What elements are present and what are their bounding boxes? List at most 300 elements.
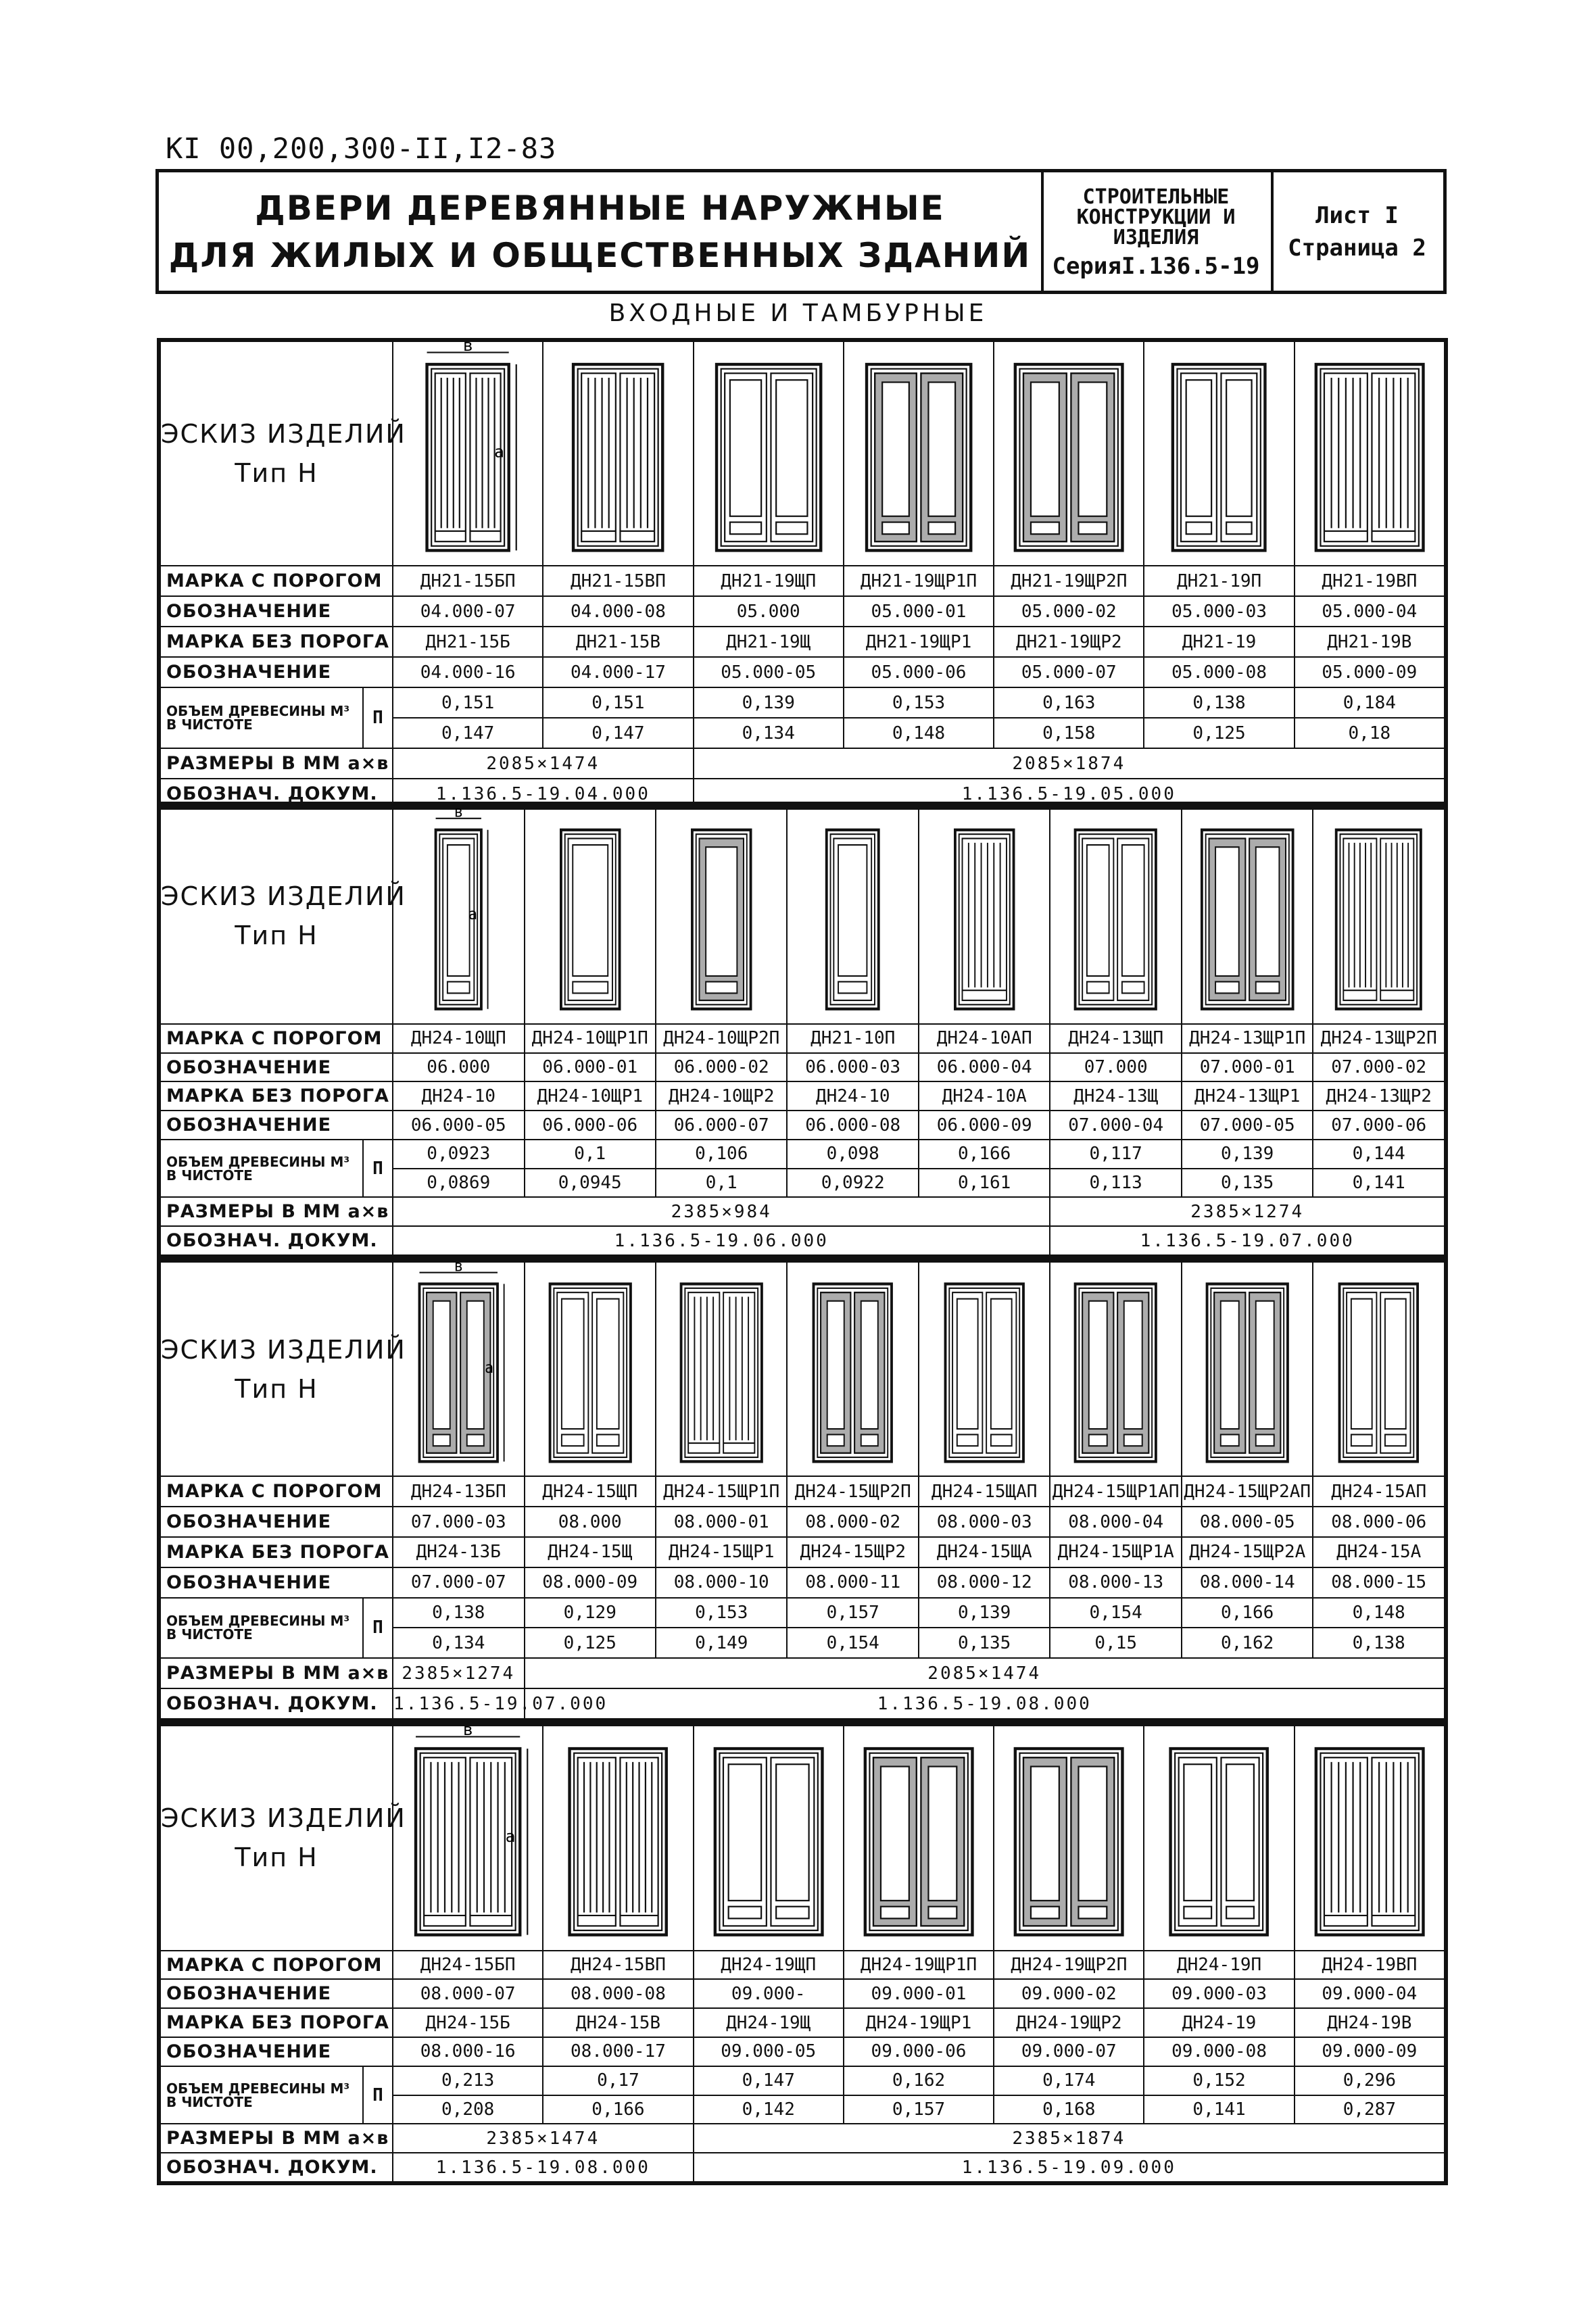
volume-cell-2: 0,158: [994, 718, 1144, 748]
designation-2-cell: 08.000-12: [919, 1567, 1050, 1598]
product-table: [160, 1720, 1445, 2183]
mark-threshold-cell: ДН24-10ЩР1П: [525, 1024, 656, 1053]
door-sketch-icon: [525, 808, 655, 1023]
door-sketch-icon: [788, 1263, 917, 1476]
mark-threshold-cell: ДН24-19П: [1144, 1951, 1294, 1980]
volume-cell: 0,166: [919, 1140, 1050, 1169]
dimension-a-label: а: [468, 905, 478, 924]
door-sketch-icon: [543, 1726, 692, 1950]
designation-2-cell: 06.000-07: [656, 1111, 787, 1140]
volume-cell: 0,138: [1144, 687, 1294, 718]
designation-2-cell: 09.000-07: [994, 2037, 1144, 2066]
sketch-label: [160, 1726, 406, 1951]
designation-2-cell: 04.000-16: [393, 657, 543, 687]
mark-threshold-label: МАРКА С ПОРОГОМ: [160, 1476, 393, 1507]
designation-label: ОБОЗНАЧЕНИЕ: [160, 1507, 393, 1537]
door-sketch-cell: [1050, 1262, 1181, 1476]
volume-cell-2: 0,147: [393, 718, 543, 748]
designation-cell: 07.000: [1050, 1053, 1181, 1082]
door-sketch-icon: [1144, 342, 1293, 565]
mark-threshold-cell: ДН24-13БП: [393, 1476, 524, 1507]
volume-cell-2: 0,147: [543, 718, 693, 748]
door-sketch-cell: [994, 1726, 1144, 1951]
designation-cell: 08.000-03: [919, 1507, 1050, 1537]
mark-no-threshold-cell: ДН21-19В: [1295, 627, 1445, 657]
sizes-label: РАЗМЕРЫ В ММ а×в: [160, 2124, 393, 2153]
product-block-1: [157, 338, 1448, 804]
door-sketch-cell: [1144, 341, 1294, 566]
doc-label: ОБОЗНАЧ. ДОКУМ.: [160, 779, 393, 809]
product-table: [160, 1257, 1445, 1720]
volume-cell: 0,147: [694, 2066, 844, 2095]
mark-threshold-cell: ДН21-15ВП: [543, 566, 693, 596]
volume-cell-2: 0,18: [1295, 718, 1445, 748]
product-block-2: [157, 804, 1448, 1259]
mark-threshold-cell: ДН21-19ЩР2П: [994, 566, 1144, 596]
mark-threshold-cell: ДН24-15БП: [393, 1951, 543, 1980]
door-sketch-icon: [1182, 808, 1312, 1023]
volume-cell: 0,144: [1313, 1140, 1445, 1169]
doc-value: 1.136.5-19.06.000: [393, 1226, 1050, 1255]
volume-cell: 0,151: [543, 687, 693, 718]
title-block: [155, 169, 1447, 294]
door-sketch-icon: [694, 1726, 843, 1950]
door-sketch-cell: [787, 1262, 918, 1476]
designation-cell: 04.000-08: [543, 596, 693, 627]
volume-cell-2: 0,148: [844, 718, 994, 748]
mark-no-threshold-cell: ДН24-15ЩР2А: [1182, 1537, 1313, 1567]
door-sketch-cell: [919, 808, 1050, 1024]
mark-threshold-cell: ДН24-19ЩР1П: [844, 1951, 994, 1980]
volume-cell: 0,1: [525, 1140, 656, 1169]
mark-threshold-cell: ДН24-19ВП: [1295, 1951, 1445, 1980]
designation-cell: 07.000-02: [1313, 1053, 1445, 1082]
mark-no-threshold-label: МАРКА БЕЗ ПОРОГА: [160, 2008, 393, 2037]
designation-cell: 09.000-01: [844, 1979, 994, 2008]
doc-value-2: 1.136.5-19.09.000: [694, 2153, 1445, 2182]
mark-threshold-cell: ДН24-19ЩР2П: [994, 1951, 1144, 1980]
doc-label: ОБОЗНАЧ. ДОКУМ.: [160, 2153, 393, 2182]
doc-value-2: 1.136.5-19.07.000: [1050, 1226, 1445, 1255]
designation-2-cell: 06.000-06: [525, 1111, 656, 1140]
size-value-2: 2385×1874: [694, 2124, 1445, 2153]
designation-cell: 04.000-07: [393, 596, 543, 627]
volume-cell-2: 0,138: [1313, 1628, 1445, 1658]
designation-2-cell: 09.000-05: [694, 2037, 844, 2066]
dimension-a-label: а: [485, 1359, 494, 1378]
doc-value: 1.136.5-19.07.000: [393, 1688, 524, 1719]
volume-cell: 0,117: [1050, 1140, 1181, 1169]
door-sketch-icon: [1313, 808, 1444, 1023]
mark-threshold-cell: ДН24-10ЩР2П: [656, 1024, 787, 1053]
title-line-2: ДЛЯ ЖИЛЫХ И ОБЩЕСТВЕННЫХ ЗДАНИЙ: [168, 235, 1032, 275]
door-sketch-cell: [1144, 1726, 1294, 1951]
mark-no-threshold-cell: ДН24-15А: [1313, 1537, 1445, 1567]
volume-cell-2: 0,208: [393, 2095, 543, 2124]
dimension-b-label: в: [454, 802, 463, 821]
designation-2-cell: 07.000-07: [393, 1567, 524, 1598]
door-sketch-icon: [919, 808, 1049, 1023]
sketch-label-line-2: Тип Н: [235, 458, 318, 489]
volume-cell: 0,296: [1295, 2066, 1445, 2095]
door-sketch-cell: [656, 808, 787, 1024]
mark-threshold-cell: ДН24-10АП: [919, 1024, 1050, 1053]
mark-no-threshold-cell: ДН24-19ЩР1: [844, 2008, 994, 2037]
door-sketch-cell: [1313, 808, 1445, 1024]
mark-no-threshold-cell: ДН21-15В: [543, 627, 693, 657]
designation-cell: 05.000-03: [1144, 596, 1294, 627]
designation-2-cell: 05.000-09: [1295, 657, 1445, 687]
mark-no-threshold-cell: ДН24-19ЩР2: [994, 2008, 1144, 2037]
volume-cell-2: 0,142: [694, 2095, 844, 2124]
door-sketch-icon: [1050, 1263, 1180, 1476]
volume-cell: 0,162: [844, 2066, 994, 2095]
size-value: 2385×984: [393, 1197, 1050, 1226]
volume-cell-2: 0,162: [1182, 1628, 1313, 1658]
mark-threshold-cell: ДН24-15ВП: [543, 1951, 693, 1980]
volume-cell: 0,174: [994, 2066, 1144, 2095]
designation-cell: 06.000-02: [656, 1053, 787, 1082]
door-sketch-cell: [844, 341, 994, 566]
mark-no-threshold-cell: ДН24-19В: [1295, 2008, 1445, 2037]
door-sketch-cell: [393, 1720, 543, 1951]
mark-no-threshold-label: МАРКА БЕЗ ПОРОГА: [160, 1537, 393, 1567]
designation-cell: 06.000: [393, 1053, 524, 1082]
sketch-label: [160, 341, 406, 566]
door-sketch-cell: [1182, 1262, 1313, 1476]
door-sketch-icon: [1182, 1263, 1312, 1476]
mark-no-threshold-cell: ДН21-19ЩР1: [844, 627, 994, 657]
door-sketch-cell: [1050, 808, 1181, 1024]
designation-2-cell: 07.000-04: [1050, 1111, 1181, 1140]
size-value: 2085×1474: [393, 748, 694, 779]
door-sketch-cell: [787, 808, 918, 1024]
mark-threshold-cell: ДН24-19ЩП: [694, 1951, 844, 1980]
series-block: [1041, 172, 1274, 291]
door-sketch-cell: [1295, 1726, 1445, 1951]
door-sketch-icon: [393, 336, 542, 565]
designation-2-cell: 04.000-17: [543, 657, 693, 687]
sizes-label: РАЗМЕРЫ В ММ а×в: [160, 748, 393, 779]
designation-cell: 08.000-02: [787, 1507, 918, 1537]
volume-cell-2: 0,141: [1144, 2095, 1294, 2124]
designation-cell: 09.000-02: [994, 1979, 1144, 2008]
designation-2-cell: 08.000-09: [525, 1567, 656, 1598]
door-sketch-icon: [994, 342, 1143, 565]
mark-threshold-cell: ДН24-15ЩР1П: [656, 1476, 787, 1507]
series-code: СерияI.136.5-19: [1052, 252, 1260, 280]
doc-value: 1.136.5-19.08.000: [393, 2153, 694, 2182]
size-value-2: 2085×1874: [694, 748, 1445, 779]
sketch-label-line-1: ЭСКИЗ ИЗДЕЛИЙ: [161, 1803, 406, 1834]
volume-cell-2: 0,166: [543, 2095, 693, 2124]
mark-no-threshold-cell: ДН24-15ЩА: [919, 1537, 1050, 1567]
mark-no-threshold-cell: ДН24-10ЩР1: [525, 1081, 656, 1111]
designation-2-cell: 05.000-08: [1144, 657, 1294, 687]
volume-cell-2: 0,134: [393, 1628, 524, 1658]
volume-cell: 0,139: [694, 687, 844, 718]
designation-cell: 06.000-01: [525, 1053, 656, 1082]
doc-value-2: 1.136.5-19.08.000: [525, 1688, 1445, 1719]
volume-cell-2: 0,0869: [393, 1169, 524, 1198]
page-number: Страница 2: [1288, 234, 1426, 262]
mark-no-threshold-cell: ДН21-15Б: [393, 627, 543, 657]
door-sketch-icon: [393, 1720, 542, 1950]
size-value: 2385×1274: [393, 1658, 524, 1688]
designation-cell: 08.000-07: [393, 1979, 543, 2008]
designation-cell: 05.000: [694, 596, 844, 627]
doc-value: 1.136.5-19.04.000: [393, 779, 694, 809]
door-sketch-cell: [694, 341, 844, 566]
door-sketch-icon: [1313, 1263, 1444, 1476]
mark-threshold-cell: ДН24-13ЩР2П: [1313, 1024, 1445, 1053]
designation-cell: 06.000-03: [787, 1053, 918, 1082]
product-block-3: [157, 1259, 1448, 1722]
mark-no-threshold-cell: ДН24-13Б: [393, 1537, 524, 1567]
doc-label: ОБОЗНАЧ. ДОКУМ.: [160, 1688, 393, 1719]
volume-cell-2: 0,125: [525, 1628, 656, 1658]
door-sketch-cell: [393, 1257, 524, 1476]
door-sketch-icon: [788, 808, 917, 1023]
sizes-label: РАЗМЕРЫ В ММ а×в: [160, 1197, 393, 1226]
designation-2-cell: 08.000-10: [656, 1567, 787, 1598]
mark-no-threshold-cell: ДН24-10: [787, 1081, 918, 1111]
series-line-2: КОНСТРУКЦИИ И: [1076, 205, 1236, 229]
door-sketch-icon: [919, 1263, 1049, 1476]
designation-cell: 09.000-: [694, 1979, 844, 2008]
designation-cell: 05.000-01: [844, 596, 994, 627]
sketch-label-line-2: Тип Н: [235, 920, 318, 950]
dimension-a-label: а: [505, 1826, 516, 1846]
mark-threshold-cell: ДН24-15ЩП: [525, 1476, 656, 1507]
mark-no-threshold-cell: ДН21-19: [1144, 627, 1294, 657]
designation-2-cell: 07.000-06: [1313, 1111, 1445, 1140]
designation-2-cell: 07.000-05: [1182, 1111, 1313, 1140]
designation-label: ОБОЗНАЧЕНИЕ: [160, 1979, 393, 2008]
dimension-a-label: а: [494, 442, 505, 462]
dimension-b-label: в: [463, 1720, 473, 1740]
volume-cell-2: 0,168: [994, 2095, 1144, 2124]
document-code: КI 00,200,300-II,I2-83: [166, 132, 557, 165]
title-line-1: ДВЕРИ ДЕРЕВЯННЫЕ НАРУЖНЫЕ: [255, 188, 945, 228]
door-sketch-icon: [844, 342, 993, 565]
mark-no-threshold-cell: ДН24-19Щ: [694, 2008, 844, 2037]
door-sketch-cell: [1295, 341, 1445, 566]
sketch-label-line-1: ЭСКИЗ ИЗДЕЛИЙ: [161, 419, 406, 449]
mark-threshold-cell: ДН21-19П: [1144, 566, 1294, 596]
volume-cell-2: 0,125: [1144, 718, 1294, 748]
designation-2-cell: 05.000-05: [694, 657, 844, 687]
door-sketch-icon: [525, 1263, 655, 1476]
volume-cell: 0,129: [525, 1598, 656, 1628]
door-sketch-icon: [1295, 1726, 1444, 1950]
designation-2-cell: 06.000-09: [919, 1111, 1050, 1140]
mark-no-threshold-cell: ДН24-15В: [543, 2008, 693, 2037]
volume-label: ОБЪЕМ ДРЕВЕСИНЫ М³ В ЧИСТОТЕ: [160, 687, 363, 748]
volume-p-label: П: [363, 2066, 393, 2124]
mark-threshold-cell: ДН21-19ВП: [1295, 566, 1445, 596]
mark-no-threshold-cell: ДН24-15ЩР1: [656, 1537, 787, 1567]
series-line-3: ИЗДЕЛИЯ: [1113, 225, 1199, 249]
volume-cell-2: 0,161: [919, 1169, 1050, 1198]
volume-cell: 0,17: [543, 2066, 693, 2095]
designation-2-cell: 06.000-05: [393, 1111, 524, 1140]
mark-no-threshold-cell: ДН21-19ЩР2: [994, 627, 1144, 657]
product-table: [160, 802, 1445, 1256]
designation-cell: 05.000-04: [1295, 596, 1445, 627]
door-sketch-icon: [844, 1726, 993, 1950]
volume-cell: 0,213: [393, 2066, 543, 2095]
title-main: [159, 172, 1044, 291]
mark-no-threshold-cell: ДН24-13ЩР1: [1182, 1081, 1313, 1111]
door-sketch-cell: [994, 341, 1144, 566]
volume-cell-2: 0,15: [1050, 1628, 1181, 1658]
designation-2-cell: 08.000-14: [1182, 1567, 1313, 1598]
designation-cell: 06.000-04: [919, 1053, 1050, 1082]
door-sketch-cell: [525, 1262, 656, 1476]
mark-threshold-cell: ДН24-15ЩАП: [919, 1476, 1050, 1507]
mark-no-threshold-cell: ДН24-10ЩР2: [656, 1081, 787, 1111]
volume-cell-2: 0,141: [1313, 1169, 1445, 1198]
mark-no-threshold-cell: ДН24-13ЩР2: [1313, 1081, 1445, 1111]
volume-cell-2: 0,135: [1182, 1169, 1313, 1198]
door-sketch-icon: [1144, 1726, 1293, 1950]
sketch-label-line-2: Тип Н: [235, 1843, 318, 1873]
designation-2-cell: 08.000-11: [787, 1567, 918, 1598]
size-value-2: 2085×1474: [525, 1658, 1445, 1688]
door-sketch-cell: [656, 1262, 787, 1476]
designation-2-cell: 05.000-07: [994, 657, 1144, 687]
product-block-4: [157, 1722, 1448, 2185]
designation-label: ОБОЗНАЧЕНИЕ: [160, 596, 393, 627]
mark-threshold-label: МАРКА С ПОРОГОМ: [160, 1024, 393, 1053]
designation-cell: 07.000-01: [1182, 1053, 1313, 1082]
mark-threshold-cell: ДН24-15ЩР1АП: [1050, 1476, 1181, 1507]
door-sketch-icon: [543, 342, 692, 565]
designation-cell: 08.000-01: [656, 1507, 787, 1537]
sketch-label: [160, 1262, 406, 1476]
mark-threshold-cell: ДН21-10П: [787, 1024, 918, 1053]
volume-cell-2: 0,0945: [525, 1169, 656, 1198]
mark-no-threshold-cell: ДН24-10А: [919, 1081, 1050, 1111]
designation-2-cell: 08.000-17: [543, 2037, 693, 2066]
volume-cell-2: 0,1: [656, 1169, 787, 1198]
volume-label: ОБЪЕМ ДРЕВЕСИНЫ М³ В ЧИСТОТЕ: [160, 1598, 363, 1659]
mark-no-threshold-cell: ДН24-15Б: [393, 2008, 543, 2037]
door-sketch-icon: [994, 1726, 1143, 1950]
door-sketch-cell: [919, 1262, 1050, 1476]
mark-no-threshold-cell: ДН24-15Щ: [525, 1537, 656, 1567]
volume-cell: 0,153: [656, 1598, 787, 1628]
mark-threshold-cell: ДН21-15БП: [393, 566, 543, 596]
mark-threshold-cell: ДН24-15ЩР2АП: [1182, 1476, 1313, 1507]
mark-threshold-cell: ДН21-19ЩР1П: [844, 566, 994, 596]
volume-label: ОБЪЕМ ДРЕВЕСИНЫ М³ В ЧИСТОТЕ: [160, 2066, 363, 2124]
door-sketch-cell: [1182, 808, 1313, 1024]
mark-no-threshold-cell: ДН24-15ЩР2: [787, 1537, 918, 1567]
mark-threshold-cell: ДН24-15АП: [1313, 1476, 1445, 1507]
volume-cell-2: 0,135: [919, 1628, 1050, 1658]
volume-p-label: П: [363, 1598, 393, 1659]
volume-label: ОБЪЕМ ДРЕВЕСИНЫ М³ В ЧИСТОТЕ: [160, 1140, 363, 1198]
designation-cell: 08.000-08: [543, 1979, 693, 2008]
door-sketch-cell: [694, 1726, 844, 1951]
volume-p-label: П: [363, 1140, 393, 1198]
designation-2-label: ОБОЗНАЧЕНИЕ: [160, 1111, 393, 1140]
volume-cell-2: 0,149: [656, 1628, 787, 1658]
designation-cell: 08.000-04: [1050, 1507, 1181, 1537]
volume-cell: 0,166: [1182, 1598, 1313, 1628]
mark-no-threshold-cell: ДН21-19Щ: [694, 627, 844, 657]
volume-cell: 0,0923: [393, 1140, 524, 1169]
mark-threshold-cell: ДН24-13ЩП: [1050, 1024, 1181, 1053]
mark-threshold-cell: ДН24-15ЩР2П: [787, 1476, 918, 1507]
volume-cell: 0,153: [844, 687, 994, 718]
designation-2-cell: 08.000-13: [1050, 1567, 1181, 1598]
volume-cell-2: 0,154: [787, 1628, 918, 1658]
mark-no-threshold-cell: ДН24-15ЩР1А: [1050, 1537, 1181, 1567]
volume-cell-2: 0,287: [1295, 2095, 1445, 2124]
volume-cell: 0,106: [656, 1140, 787, 1169]
door-sketch-icon: [1295, 342, 1444, 565]
size-value-2: 2385×1274: [1050, 1197, 1445, 1226]
designation-cell: 08.000-06: [1313, 1507, 1445, 1537]
designation-2-cell: 09.000-09: [1295, 2037, 1445, 2066]
dimension-b-label: в: [454, 1257, 463, 1275]
mark-no-threshold-label: МАРКА БЕЗ ПОРОГА: [160, 1081, 393, 1111]
door-sketch-icon: [656, 808, 786, 1023]
mark-threshold-label: МАРКА С ПОРОГОМ: [160, 566, 393, 596]
volume-cell-2: 0,113: [1050, 1169, 1181, 1198]
size-value: 2385×1474: [393, 2124, 694, 2153]
designation-2-cell: 05.000-06: [844, 657, 994, 687]
designation-cell: 09.000-03: [1144, 1979, 1294, 2008]
volume-cell: 0,184: [1295, 687, 1445, 718]
sketch-label-line-2: Тип Н: [235, 1373, 318, 1404]
sketch-label: [160, 808, 406, 1024]
designation-2-label: ОБОЗНАЧЕНИЕ: [160, 2037, 393, 2066]
designation-cell: 08.000: [525, 1507, 656, 1537]
door-sketch-icon: [393, 802, 523, 1023]
volume-cell: 0,163: [994, 687, 1144, 718]
designation-cell: 07.000-03: [393, 1507, 524, 1537]
mark-no-threshold-cell: ДН24-10: [393, 1081, 524, 1111]
volume-cell-2: 0,157: [844, 2095, 994, 2124]
door-sketch-cell: [844, 1726, 994, 1951]
volume-cell: 0,151: [393, 687, 543, 718]
door-sketch-icon: [694, 342, 843, 565]
sketch-label-line-1: ЭСКИЗ ИЗДЕЛИЙ: [161, 1334, 406, 1365]
volume-cell-2: 0,134: [694, 718, 844, 748]
mark-threshold-cell: ДН21-19ЩП: [694, 566, 844, 596]
doc-value-2: 1.136.5-19.05.000: [694, 779, 1445, 809]
sheet-number: Лист I: [1315, 201, 1399, 229]
door-sketch-cell: [393, 802, 524, 1024]
designation-cell: 09.000-04: [1295, 1979, 1445, 2008]
door-sketch-cell: [525, 808, 656, 1024]
volume-cell: 0,148: [1313, 1598, 1445, 1628]
volume-cell: 0,154: [1050, 1598, 1181, 1628]
designation-label: ОБОЗНАЧЕНИЕ: [160, 1053, 393, 1082]
volume-cell: 0,139: [919, 1598, 1050, 1628]
door-sketch-cell: [543, 1726, 693, 1951]
volume-cell: 0,138: [393, 1598, 524, 1628]
sizes-label: РАЗМЕРЫ В ММ а×в: [160, 1658, 393, 1688]
designation-cell: 08.000-05: [1182, 1507, 1313, 1537]
dimension-b-label: в: [463, 336, 473, 356]
mark-no-threshold-label: МАРКА БЕЗ ПОРОГА: [160, 627, 393, 657]
sheet-block: [1271, 172, 1443, 291]
